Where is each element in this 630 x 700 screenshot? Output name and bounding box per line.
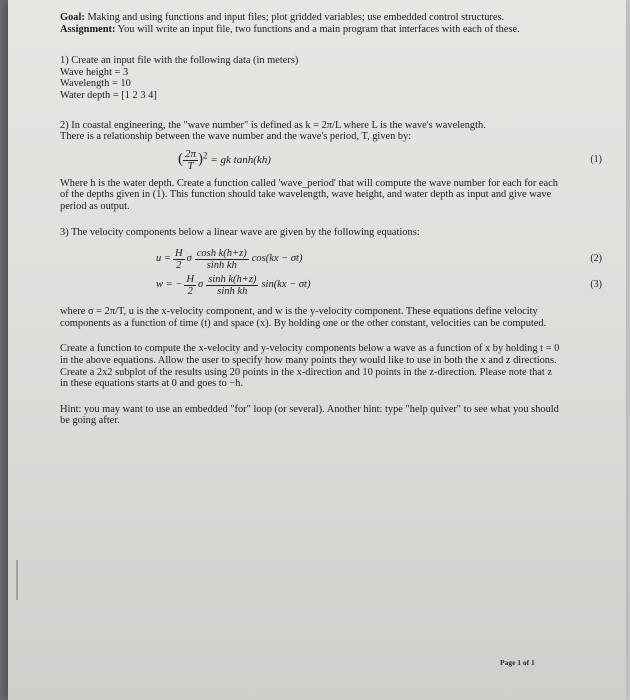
section3-task: Create a function to compute the x-velocity and y-velocity components below a wave as a function of x by holding t = 0 in the above equations. Allow the user to specify how many points they would like to use in both the x and z directions. Create a 2x2 subplot of the results using 20 points in the x-direction and 10 points in the z-direction. Please note that z in these equations starts at 0 and goes to −h.	[60, 343, 560, 390]
eq2-sigma: σ	[186, 253, 192, 265]
eq2-lhs: u =	[156, 253, 171, 265]
section2-line2: There is a relationship between the wave number and the wave's period, T, given by:	[60, 131, 412, 143]
eq2-num: cosh k(h+z)	[196, 247, 247, 259]
assignment-text: You will write an input file, two functions and a main program that interfaces with each of these.	[117, 23, 520, 35]
goal-paragraph	[60, 12, 560, 24]
equation-2	[156, 246, 302, 272]
goal-label: Goal:	[60, 12, 85, 23]
eq3-lhs: w = −	[156, 279, 183, 291]
document-content	[60, 12, 602, 436]
eq2-coef-num: H	[174, 247, 183, 259]
eq3-den: sinh kh	[217, 285, 248, 297]
section1-line-height: Wave height = 3	[60, 66, 129, 78]
section2-body: Where h is the water depth. Create a function called 'wave_period' that will compute the wave number for each for each of the depths given in (1). This function should take wavelength, wave height, and water depth as input and give wave period as output.	[60, 177, 558, 212]
eq1-rhs: = gk tanh(kh)	[210, 153, 271, 166]
goal-block	[60, 12, 560, 35]
equation-3	[156, 272, 310, 298]
eq1-fraction	[183, 149, 198, 172]
eq3-num: sinh k(h+z)	[208, 273, 257, 285]
eq3-sigma: σ	[198, 279, 204, 291]
section-1	[60, 55, 560, 101]
section3-hint: Hint: you may want to use an embedded "for" loop (or several). Another hint: type "help quiver" to see what you should be going after.	[60, 403, 559, 427]
eq2-trig: cos(kx − σt)	[251, 253, 303, 265]
equation-3-row	[60, 272, 602, 298]
page-footer: Page 1 of 1	[500, 658, 535, 667]
equation-1: ( $\frac{2\pi}{T}$ )$^2$ = gk tanh(kh)	[178, 147, 271, 172]
section-3	[60, 226, 602, 427]
eq3-coef-num: H	[186, 273, 195, 285]
eq3-coef-den: 2	[187, 285, 193, 297]
section2-line1: 2) In coastal engineering, the "wave number" is defined as k = 2π/L where L is the wave's wavelength.	[60, 119, 486, 131]
section3-where: where σ = 2π/T, u is the x-velocity component, and w is the y-velocity component. These equations define velocity components as a function of time (t) and space (x). By holding one or the other constant, velocities can be computed.	[60, 306, 547, 329]
goal-text: Making and using functions and input files; plot gridded variables; use embedded control structures.	[87, 12, 505, 23]
eq1-num: 2π	[185, 147, 197, 160]
section-2	[60, 119, 602, 213]
eq2-den: sinh kh	[206, 259, 237, 271]
assignment-label: Assignment:	[60, 23, 116, 35]
document-page	[8, 0, 626, 700]
section1-line-depth: Water depth = [1 2 3 4]	[60, 89, 157, 101]
equation-1-number: (1)	[590, 154, 602, 166]
eq3-trig: sin(kx − σt)	[261, 279, 311, 291]
equation-2-number: (2)	[590, 253, 602, 265]
section3-intro: 3) The velocity components below a linear wave are given by the following equations:	[60, 226, 420, 238]
assignment-paragraph	[60, 24, 560, 36]
eq1-den: T	[187, 159, 194, 172]
equation-2-row	[60, 246, 602, 272]
page-crease	[16, 560, 18, 600]
section1-title: 1) Create an input file with the following data (in meters)	[60, 55, 299, 67]
section1-line-wavelength: Wavelength = 10	[60, 78, 131, 90]
equation-1-row	[60, 143, 602, 178]
eq2-coef-den: 2	[176, 259, 182, 271]
equation-3-number: (3)	[590, 279, 602, 291]
